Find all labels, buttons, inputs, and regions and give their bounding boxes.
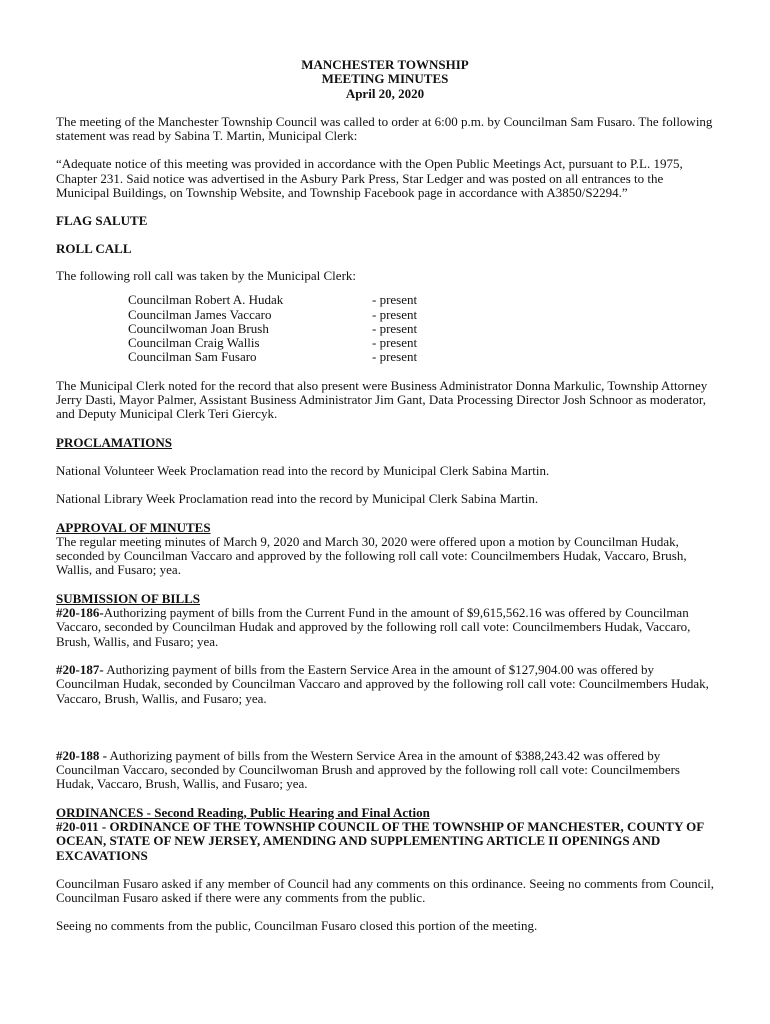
approval-paragraph: The regular meeting minutes of March 9, 2020 and March 30, 2020 were offered upon a motion by Councilman Hudak, seconded by Councilman Vaccaro and approved by the following roll call vote: Councilmembers Hudak, Vaccaro, Brush, Wallis, and Fusaro; yea. [56, 533, 687, 578]
notice-statement: “Adequate notice of this meeting was provided in accordance with the Open Public Meetings Act, pursuant to P.L. 1975, Chapter 231. Said notice was advertised in the Asbury Park Press, Star Ledger and was posted on all entrances to the Municipal Buildings, on Township Website, and Township Facebook page in accordance with A3850/S2294.” [56, 156, 683, 201]
also-present-paragraph: The Municipal Clerk noted for the record that also present were Business Administrator Donna Markulic, Township Attorney Jerry Dasti, Mayor Palmer, Assistant Business Administrator Jim Gant, Data Processing Director Josh Schnoor as moderator, and Deputy Municipal Clerk Teri Giercyk. [56, 377, 708, 422]
proclamation-item: National Volunteer Week Proclamation read into the record by Municipal Clerk Sabina Martin. [56, 462, 550, 478]
bill-number: #20-188 - [56, 747, 107, 763]
bill-text: Authorizing payment of bills from the Current Fund in the amount of $9,615,562.16 was offered by Councilman Vaccaro, seconded by Councilman Hudak and approved by the following roll call vote: Councilmembers Hudak, Vaccaro, Brush, Wallis, and Fusaro; yea. [56, 605, 691, 649]
member-name: Councilman James Vaccaro [128, 306, 272, 322]
ordinances-heading: ORDINANCES - Second Reading, Public Hearing and Final Action [56, 804, 430, 820]
ordinance-title: #20-011 - ORDINANCE OF THE TOWNSHIP COUNCIL OF THE TOWNSHIP OF MANCHESTER, COUNTY OF OCEAN, STATE OF NEW JERSEY, AMENDING AND SUPPLEMENTING ARTICLE II OPENINGS AND EXCAVATIONS [56, 818, 704, 863]
bills-heading: SUBMISSION OF BILLS [56, 590, 201, 606]
roll-call-intro: The following roll call was taken by the Municipal Clerk: [56, 267, 357, 283]
approval-heading: APPROVAL OF MINUTES [56, 519, 211, 535]
member-status: - present [372, 335, 418, 351]
member-name: Councilwoman Joan Brush [128, 320, 269, 336]
bill-number: #20-186- [56, 605, 104, 621]
roll-call-row [128, 293, 714, 307]
meeting-date: April 20, 2020 [345, 85, 425, 101]
roll-call-row [128, 322, 714, 336]
proclamations-heading: PROCLAMATIONS [56, 434, 173, 450]
roll-call-heading: ROLL CALL [56, 240, 132, 256]
member-name: Councilman Robert A. Hudak [128, 292, 284, 308]
ordinance-closing-paragraph: Seeing no comments from the public, Councilman Fusaro closed this portion of the meeting. [56, 918, 538, 934]
bill-text: Authorizing payment of bills from the Western Service Area in the amount of $388,243.42 was offered by Councilman Vaccaro, seconded by Councilwoman Brush and approved by the following roll call vote: Councilmembers Hudak, Vaccaro, Brush, Wallis, and Fusaro; yea. [56, 747, 680, 792]
member-status: - present [372, 306, 418, 322]
roll-call-row [128, 308, 714, 322]
member-name: Councilman Sam Fusaro [128, 349, 257, 365]
bill-item [56, 663, 714, 706]
bill-item [56, 749, 714, 792]
doc-title-township: MANCHESTER TOWNSHIP [301, 57, 469, 72]
bill-number: #20-187- [56, 661, 104, 677]
member-status: - present [372, 292, 418, 308]
member-status: - present [372, 349, 418, 365]
flag-salute-heading: FLAG SALUTE [56, 213, 148, 229]
roll-call-row [128, 336, 714, 350]
roll-call-list [128, 293, 714, 364]
ordinance-comments-paragraph: Councilman Fusaro asked if any member of Council had any comments on this ordinance. Seeing no comments from Council, Councilman Fusaro asked if there were any comments from the public. [56, 875, 714, 906]
bill-text: Authorizing payment of bills from the Eastern Service Area in the amount of $127,904.00 was offered by Councilman Hudak, seconded by Councilman Vaccaro and approved by the following roll call vote: Councilmembers Hudak, Vaccaro, Brush, Wallis, and Fusaro; yea. [56, 661, 709, 706]
intro-paragraph: The meeting of the Manchester Township Council was called to order at 6:00 p.m. by Councilman Sam Fusaro. The following statement was read by Sabina T. Martin, Municipal Clerk: [56, 113, 713, 144]
member-status: - present [372, 320, 418, 336]
proclamation-item: National Library Week Proclamation read into the record by Municipal Clerk Sabina Martin. [56, 491, 539, 507]
roll-call-row [128, 350, 714, 364]
bill-item [56, 606, 714, 649]
doc-title-minutes: MEETING MINUTES [321, 71, 449, 87]
member-name: Councilman Craig Wallis [128, 335, 260, 351]
